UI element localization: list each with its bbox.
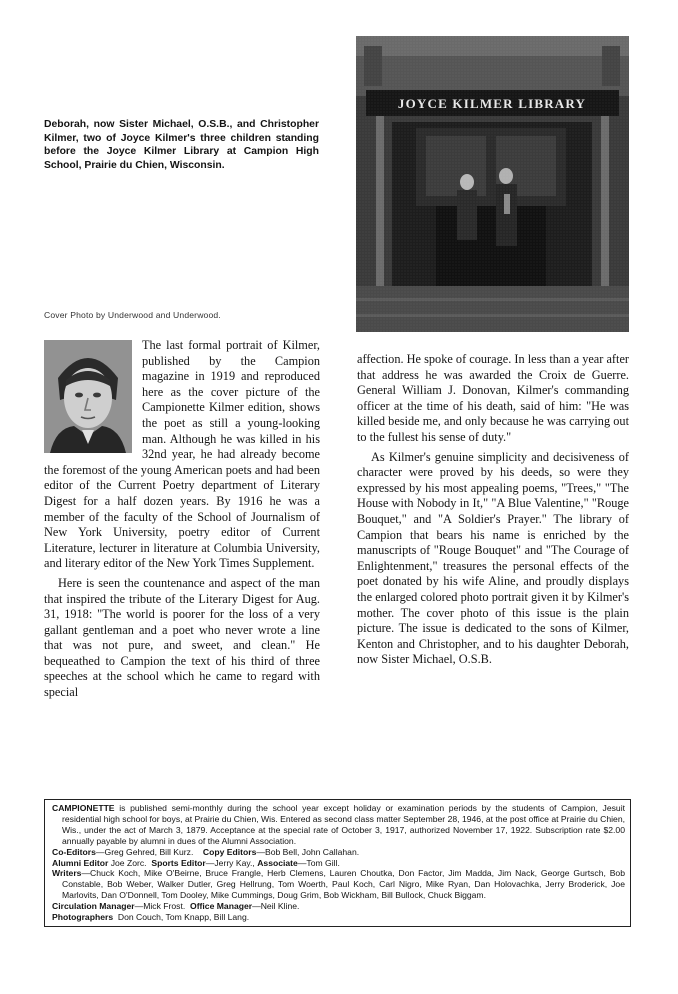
masthead-box — [44, 799, 631, 927]
value: Joe Zorc. — [110, 857, 147, 868]
label: Associate — [257, 857, 298, 868]
masthead-statement-text: is published semi-monthly during the school year except holiday or examination periods by the students of Campion, Jesuit residential high school for boys, at Prairie du Chien, Wis. Entered as second class matter September 28, 1946, at the post office at Prairie du Chien, Wis., under the act of March 3, 1879. Acceptance at the special rate of October 3, 1917, authorized November 17, 1922. Subscription rate $2.00 annually payable by alumni in dues of the Alumni Association. — [62, 803, 625, 846]
label: Alumni Editor — [52, 857, 109, 868]
label: Circulation Manager — [52, 901, 135, 912]
masthead-photographers — [52, 912, 625, 923]
article-paragraph: affection. He spoke of courage. In less than a year after that address he was awarded the Croix de Guerre. General William J. Donovan, Kilmer's commanding officer at the time of his death, said of him: "He was killed beside me, and only because he was carrying out to the fullest his sense of duty." — [357, 352, 629, 444]
masthead-writers: Writers—Chuck Koch, Mike O'Beirne, Bruce Frangle, Herb Clemens, Lauren Choutka, Don Factor, Jim Madda, Jim Nack, George Gurtsch, Bob Constable, Bob Weber, Walker Dutler, Greg Hellrung, Tom Woerth, Paul Koch, Carl Nigro, Mike Ryan, Dan Holovachka, Jerry Broderick, Joe Marlovits, Dan O'Donnell, Tom Dooley, Mike Cummings, Doug Grim, Bob Wickham, Bill Bullock, Chuck Biggam. — [52, 868, 625, 901]
article-column-right — [357, 352, 629, 668]
label: Sports Editor — [151, 857, 206, 868]
label: Writers — [52, 868, 82, 879]
label: Office Manager — [190, 901, 253, 912]
value: Neil Kline. — [260, 901, 300, 912]
value: Tom Gill. — [306, 857, 340, 868]
masthead-title: CAMPIONETTE — [52, 803, 115, 813]
photo-credit: Cover Photo by Underwood and Underwood. — [44, 310, 221, 320]
label: Photographers — [52, 912, 114, 923]
masthead-statement — [52, 803, 625, 847]
label: Co-Editors — [52, 846, 96, 857]
article-column-left — [44, 338, 320, 701]
cover-photo — [356, 36, 629, 332]
photo-caption: Deborah, now Sister Michael, O.S.B., and Christopher Kilmer, two of Joyce Kilmer's three children standing before the Joyce Kilmer Library at Campion High School, Prairie du Chien, Wisconsin. — [44, 119, 319, 171]
value: Mick Frost. — [143, 901, 186, 912]
value: Don Couch, Tom Knapp, Bill Lang. — [117, 912, 250, 923]
value: Chuck Koch, Mike O'Beirne, Bruce Frangle, Herb Clemens, Lauren Choutka, Don Factor, Jim Madda, Jim Nack, George Gurtsch, Bob Constable, Bob Weber, Walker Dutler, Greg Hellrung, Tom Woerth, Paul Koch, Carl Nigro, Mike Ryan, Dan Holovachka, Jerry Broderick, Joe Marlovits, Dan O'Donnell, Tom Dooley, Mike Cummings, Doug Grim, Bob Wickham, Bill Bullock, Chuck Biggam. — [62, 868, 625, 901]
masthead-alumni-sports: Alumni Editor Joe Zorc. Sports Editor—Jerry Kay., Associate—Tom Gill. — [52, 857, 340, 868]
article-paragraph: Here is seen the countenance and aspect of the man that inspired the tribute of the Literary Digest for Aug. 31, 1918: "The world is poorer for the loss of a very gallant gentleman and a poet who never wrote a line that was not pure, and sweet, and clean." He bequeathed to Campion the text of his third of three speeches at the school which he came to regard with special — [44, 575, 320, 700]
value: Jerry Kay. — [214, 857, 253, 868]
article-paragraph: The last formal portrait of Kilmer, published by the Campion magazine in 1919 and reproduced here as the cover picture of the Campionette Kilmer edition, shows the poet as still a young-looking man. Although he was killed in his 32nd year, he had already become the foremost of the young American poets and had been editor of the Current Poetry department of Literary Digest for a half dozen years. By 1916 he was a member of the faculty of the School of Journalism of New York University, poetry editor of Current Literature, lecturer in literature at Columbia University, and literary editor of the New York Times Supplement. — [44, 338, 320, 571]
label: Copy Editors — [202, 846, 257, 857]
value: Greg Gehred, Bill Kurz. — [104, 846, 194, 857]
masthead-managers: Circulation Manager—Mick Frost. Office Manager—Neil Kline. — [52, 901, 300, 912]
masthead-editors: Co-Editors—Greg Gehred, Bill Kurz. Copy Editors—Bob Bell, John Callahan. — [52, 846, 360, 857]
kilmer-portrait — [44, 340, 132, 453]
article-paragraph: As Kilmer's genuine simplicity and decisiveness of character were proved by his deeds, so were they expressed by his most appealing poems, "Trees," "The House with Nobody in It," "A Blue Valentine," "Rouge Bouquet," and "A Soldier's Prayer." The library of Campion that bears his name is enriched by the manuscripts of "Rouge Bouquet" and "The Courage of Enlightenment," treasures the personal effects of the poet donated by his wife Aline, and proudly displays the enlarged colored photo portrait given it by Kilmer's mother. The cover photo of this issue is the plain picture. The issue is dedicated to the sons of Kilmer, Kenton and Christopher, and to his daughter Deborah, now Sister Michael, O.S.B. — [357, 449, 629, 667]
value: Bob Bell, John Callahan. — [265, 846, 360, 857]
